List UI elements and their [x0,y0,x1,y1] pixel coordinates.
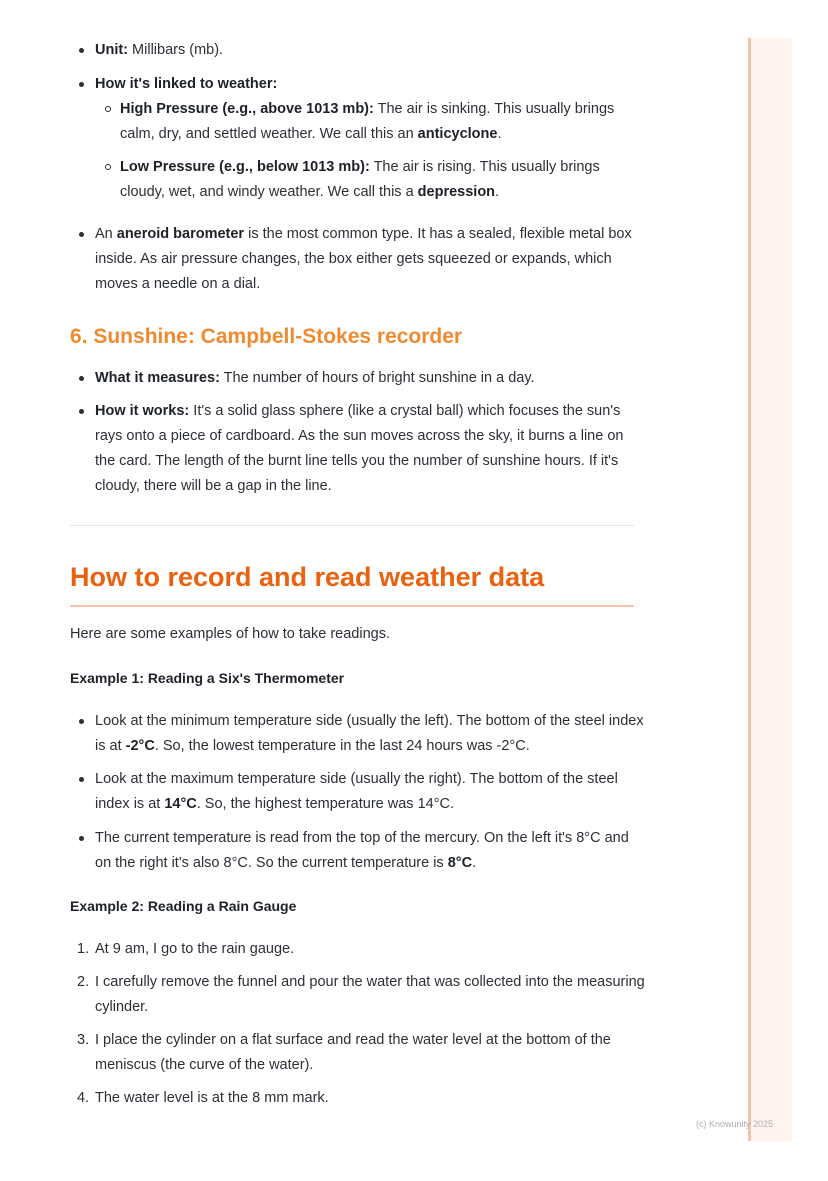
step-text: I place the cylinder on a flat surface and read the water level at the bottom of the meniscus (the curve of the water). [95,1032,611,1073]
example2-title: Example 2: Reading a Rain Gauge [70,898,297,914]
measures-text: The number of hours of bright sunshine in a day. [219,370,535,386]
step-number: 1. [77,941,90,957]
step-item [70,970,645,1020]
step-item [70,1086,645,1111]
example1-bullet [70,767,645,817]
step-text: I carefully remove the funnel and pour the water that was collected into the measuring cylinder. [95,974,645,1015]
bullet-text: Look at the maximum temperature side (usually the right). The bottom of the steel index is at [95,771,618,812]
bullet-end: . [472,855,477,871]
example1-title: Example 1: Reading a Six's Thermometer [70,670,345,686]
intro-text: Here are some examples of how to take readings. [70,626,390,642]
high-end: . [497,126,502,142]
document-body [70,38,645,1111]
unit-text: Millibars (mb). [128,42,224,58]
step-text: At 9 am, I go to the rain gauge. [95,941,295,957]
unit-item [70,38,645,63]
high-pressure-item [70,97,645,147]
bullet-end: . So, the lowest temperature in the last 24 hours was -2°C. [154,738,530,754]
sunshine-heading: 6. Sunshine: Campbell-Stokes recorder [70,325,463,348]
low-text: The air is rising. This usually brings cloudy, wet, and windy weather. We call this a [120,159,600,200]
step-number: 3. [77,1032,90,1048]
step-text: The water level is at the 8 mm mark. [95,1090,329,1106]
measures-label: What it measures: [95,370,220,386]
works-text: It's a solid glass sphere (like a crystal ball) which focuses the sun's rays onto a piece of cardboard. As the sun moves across the sky, it burns a line on the card. The length of the burnt line tells you the number of sunshine hours. If it's cloudy, there will be a gap in the line. [95,403,624,494]
bullet-text: The current temperature is read from the top of the mercury. On the left it's 8°C and on the right it's also 8°C. So the current temperature is [95,830,629,871]
aneroid-term: aneroid barometer [116,226,245,242]
aneroid-pre: An [95,226,117,242]
measures-item [70,366,645,391]
works-label: How it works: [95,403,190,419]
low-pressure-item [70,155,645,205]
divider [70,525,634,526]
copyright-footer: (c) Knowunity 2025 [696,1119,774,1129]
aneroid-text: is the most common type. It has a sealed, flexible metal box inside. As air pressure changes, the box either gets squeezed or expands, which moves a needle on a dial. [95,226,632,292]
low-term: depression [417,184,496,200]
example1-bullet [70,709,645,759]
high-text: The air is sinking. This usually brings calm, dry, and settled weather. We call this an [120,101,615,142]
aneroid-item [70,222,645,297]
high-term: anticyclone [417,126,498,142]
step-number: 2. [77,974,90,990]
bullet-value: -2°C [125,738,155,754]
step-item [70,1028,645,1078]
step-item [70,937,645,962]
low-label: Low Pressure (e.g., below 1013 mb): [120,159,370,175]
side-margin-strip [748,38,792,1141]
bullet-end: . So, the highest temperature was 14°C. [196,796,455,812]
heading-underline [70,605,634,607]
low-end: . [495,184,500,200]
step-number: 4. [77,1090,90,1106]
record-heading: How to record and read weather data [70,562,545,592]
bullet-value: 14°C [164,796,197,812]
linked-label: How it's linked to weather: [95,76,278,92]
linked-item [70,72,645,97]
bullet-value: 8°C [447,855,473,871]
unit-label: Unit: [95,42,129,58]
example1-bullet [70,826,645,876]
works-item [70,399,645,499]
high-label: High Pressure (e.g., above 1013 mb): [120,101,374,117]
bullet-text: Look at the minimum temperature side (usually the left). The bottom of the steel index is at [95,713,644,754]
